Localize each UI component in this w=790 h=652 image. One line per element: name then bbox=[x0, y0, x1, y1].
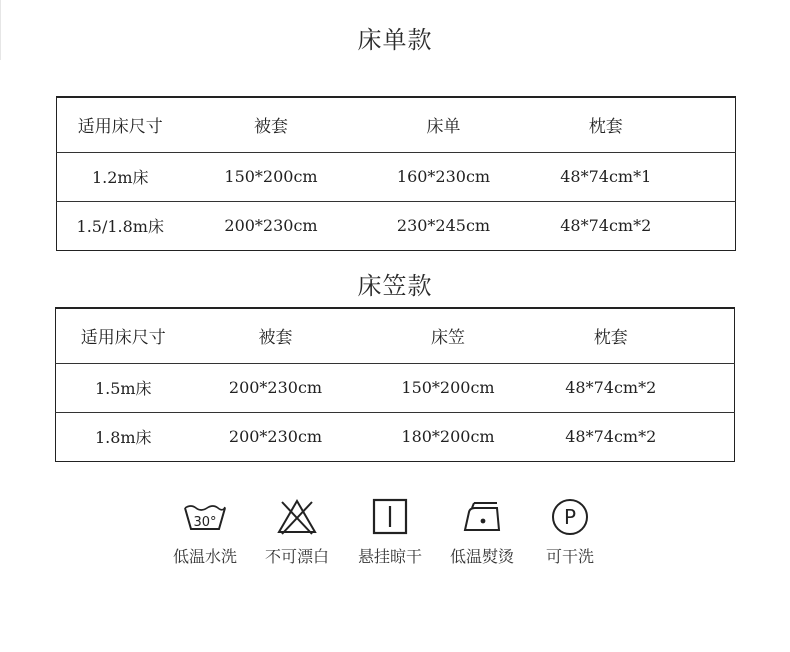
svg-text:P: P bbox=[563, 505, 577, 529]
sheet-section-title: 床单款 bbox=[357, 26, 433, 54]
care-label: 低温水洗 bbox=[172, 547, 237, 566]
dry-clean-icon bbox=[547, 496, 593, 536]
header-cell-bed-size: 适用床尺寸 bbox=[56, 308, 191, 363]
wash-30-icon bbox=[182, 496, 228, 536]
table-row bbox=[56, 363, 735, 412]
care-label: 不可漂白 bbox=[264, 547, 329, 566]
cell-bed-size: 1.5m床 bbox=[56, 363, 191, 412]
cell-sheet: 160*230cm bbox=[359, 152, 529, 201]
cell-bed-size: 1.2m床 bbox=[57, 152, 184, 201]
cell-pillowcase: 48*74cm*2 bbox=[536, 363, 735, 412]
cell-duvet-cover: 200*230cm bbox=[228, 427, 323, 446]
header-cell-pillowcase: 枕套 bbox=[529, 97, 736, 152]
table-row bbox=[57, 152, 736, 201]
cell-fitted-sheet: 180*200cm bbox=[401, 427, 495, 446]
cell-duvet-cover: 150*200cm bbox=[184, 152, 359, 201]
care-item-no-bleach bbox=[252, 496, 342, 567]
cell-duvet-cover: 200*230cm bbox=[191, 363, 361, 412]
cell-pillowcase: 48*74cm*1 bbox=[529, 152, 736, 201]
header-cell-sheet: 床单 bbox=[359, 97, 529, 152]
care-label: 可干洗 bbox=[545, 547, 594, 566]
cell-duvet-cover: 200*230cm bbox=[224, 216, 318, 235]
no-bleach-icon bbox=[274, 496, 320, 536]
header-cell-duvet-cover: 被套 bbox=[184, 97, 359, 152]
cell-fitted-sheet: 150*200cm bbox=[361, 363, 536, 412]
svg-text:30°: 30° bbox=[193, 515, 217, 530]
care-instructions bbox=[0, 496, 790, 576]
cell-sheet: 230*245cm bbox=[396, 216, 491, 235]
care-item-hang-dry bbox=[345, 496, 435, 567]
table-header-row bbox=[56, 308, 735, 363]
cell-pillowcase: 48*74cm*2 bbox=[565, 427, 657, 446]
header-cell-bed-size: 适用床尺寸 bbox=[57, 97, 184, 152]
care-label: 悬挂晾干 bbox=[357, 547, 422, 566]
hang-dry-icon bbox=[367, 496, 413, 536]
cell-pillowcase: 48*74cm*2 bbox=[560, 216, 652, 235]
care-label: 低温熨烫 bbox=[449, 547, 514, 566]
header-cell-fitted-sheet: 床笠 bbox=[361, 308, 536, 363]
fitted-section-title: 床笠款 bbox=[357, 272, 433, 300]
low-iron-icon bbox=[459, 496, 505, 536]
fitted-size-table bbox=[55, 307, 735, 462]
header-cell-duvet-cover: 被套 bbox=[191, 308, 361, 363]
cell-bed-size: 1.8m床 bbox=[94, 428, 152, 447]
care-item-dry-clean bbox=[525, 496, 615, 567]
table-row bbox=[56, 412, 735, 461]
header-cell-pillowcase: 枕套 bbox=[536, 308, 735, 363]
table-row bbox=[57, 201, 736, 250]
care-item-low-temp-wash bbox=[160, 496, 250, 567]
cell-bed-size: 1.5/1.8m床 bbox=[76, 217, 164, 236]
care-item-low-temp-iron bbox=[437, 496, 527, 567]
sheet-size-table bbox=[56, 96, 736, 251]
table-header-row bbox=[57, 97, 736, 152]
